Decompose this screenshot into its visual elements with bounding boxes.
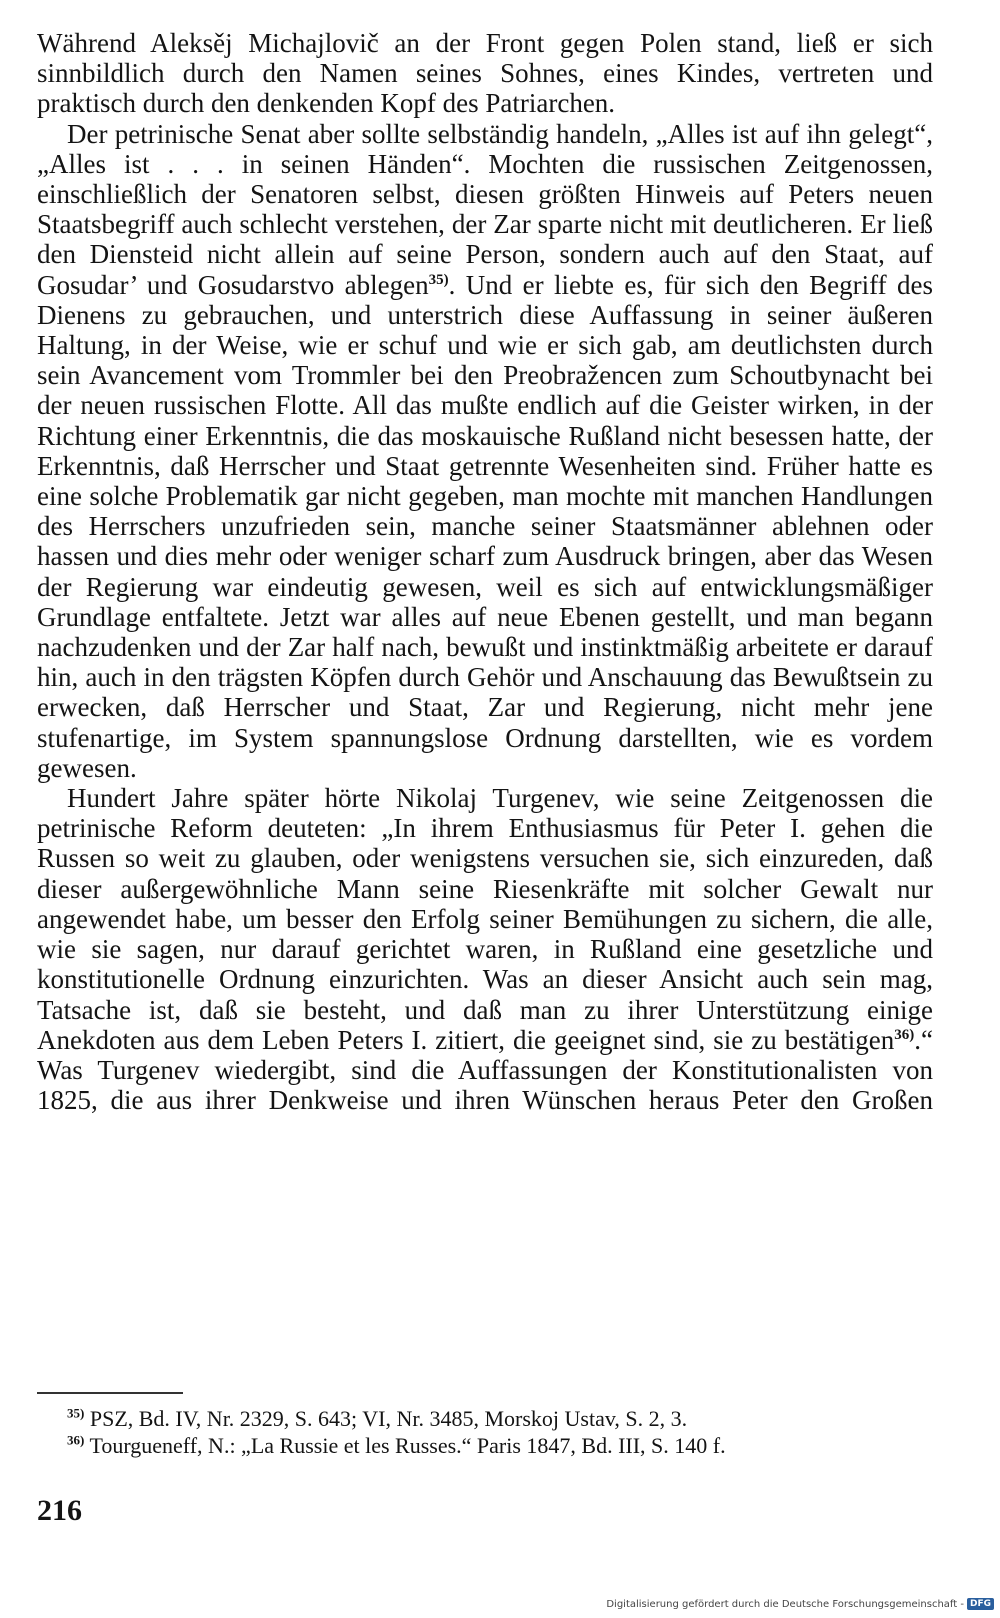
paragraph-3 [37, 783, 933, 1115]
footnote-mark-36: 36) [67, 1432, 85, 1448]
paragraph-1-text: Während Aleksěj Michajlovič an der Front gegen Polen stand, ließ er sich sinnbildlich durch den Namen seines Sohnes, eines Kindes, vertreten und praktisch durch den denkenden Kopf des Patriarchen. [37, 28, 933, 119]
footnote-mark-35: 35) [67, 1405, 85, 1421]
main-text [37, 28, 933, 1115]
footnote-36 [37, 1432, 933, 1459]
paragraph-2-text: Der petrinische Senat aber sollte selbständig handeln, „Alles ist auf ihn gelegt“, „Alles ist . . . in seinen Händen“. Mochten die russischen Zeitgenossen, einschließlich der Senatoren selbst, diesen größten Hinweis auf Peters neuen Staatsbegriff auch schlecht verstehen, der Zar sparte nicht mit deutlicheren. Er ließ den Diensteid nicht allein auf seine Person, sondern auch auf den Staat, auf Gosudar’ und Gosudarstvo ablegen [37, 118, 933, 300]
page-number: 216 [37, 1494, 82, 1527]
funding-note-text: Digitalisierung gefördert durch die Deutsche Forschungsgemeinschaft - [606, 1598, 964, 1610]
footnotes [37, 1405, 933, 1459]
paragraph-2-text-cont: . Und er liebte es, für sich den Begriff des Dienens zu gebrauchen, und unterstrich diese Auffassung in seiner äußeren Haltung, in der Weise, wie er schuf und wie er sich gab, am deutlichsten durch sein Avancement vom Trommler bei den Preobražencen zum Schoutbynacht bei der neuen russischen Flotte. All das mußte endlich auf die Geister wirken, in der Richtung einer Erkenntnis, die das moskauische Rußland nicht besessen hatte, der Erkenntnis, daß Herrscher und Staat getrennte Wesenheiten sind. Früher hatte es eine solche Problematik gar nicht gegeben, man mochte mit manchen Handlungen des Herrschers unzufrieden sein, manche seiner Staatsmänner ablehnen oder hassen und dies mehr oder weniger scharf zum Ausdruck bringen, aber das Wesen der Regierung war eindeutig gewesen, weil es sich auf entwicklungsmäßiger Grundlage entfaltete. Jetzt war alles auf neue Ebenen gestellt, und man begann nachzudenken und der Zar half nach, bewußt und instinktmäßig arbeitete er darauf hin, auch in den trägsten Köpfen durch Gehör und Anschauung das Bewußtsein zu erwecken, daß Herrscher und Staat, Zar und Regierung, nicht mehr jene stufenartige, im System spannungslose Ordnung darstellten, wie es vordem gewesen. [37, 269, 933, 783]
paragraph-2 [37, 119, 933, 783]
footnote-ref-35[interactable]: 35) [428, 271, 449, 288]
paragraph-3-text-cont: .“ Was Turgenev wiedergibt, sind die Auffassungen der Konstitutionalisten von 1825, die aus ihrer Denkweise und ihren Wünschen heraus Peter den Großen [37, 1024, 933, 1116]
footnote-36-text: Tourgueneff, N.: „La Russie et les Russes.“ Paris 1847, Bd. III, S. 140 f. [84, 1433, 726, 1458]
footnote-35 [37, 1405, 933, 1432]
footnote-ref-36[interactable]: 36) [894, 1026, 915, 1043]
dfg-logo: DFG [967, 1598, 994, 1610]
footnote-35-text: PSZ, Bd. IV, Nr. 2329, S. 643; VI, Nr. 3485, Morskoj Ustav, S. 2, 3. [84, 1406, 688, 1431]
paragraph-3-text: Hundert Jahre später hörte Nikolaj Turgenev, wie seine Zeitgenossen die petrinische Reform deuteten: „In ihrem Enthusiasmus für Peter I. gehen die Russen so weit zu glauben, oder wenigstens versuchen sie, sich einzureden, daß dieser außergewöhnliche Mann seine Riesenkräfte mit solcher Gewalt nur angewendet habe, um besser den Erfolg seiner Bemühungen zu sichern, die alle, wie sie sagen, nur darauf gerichtet waren, in Rußland eine gesetzliche und konstitutionelle Ordnung einzurichten. Was an dieser Ansicht auch sein mag, Tatsache ist, daß sie besteht, und daß man zu ihrer Unterstützung einige Anekdoten aus dem Leben Peters I. zitiert, die geeignet sind, sie zu bestätigen [37, 783, 933, 1055]
funding-note [606, 1598, 994, 1610]
paragraph-1 [37, 28, 933, 119]
footnote-divider [37, 1392, 183, 1394]
